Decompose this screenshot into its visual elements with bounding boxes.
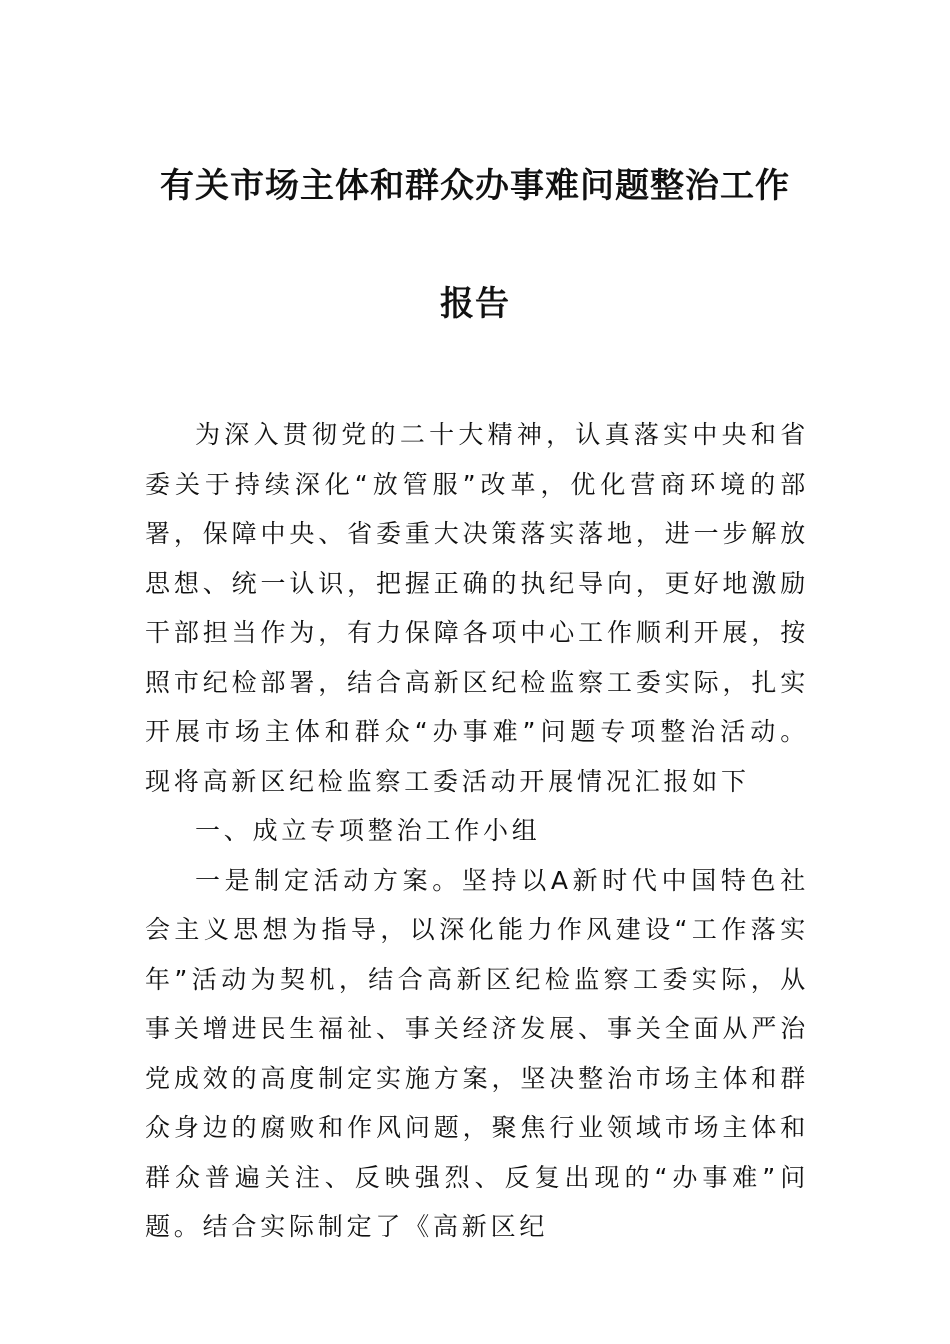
intro-paragraph: 为深入贯彻党的二十大精神，认真落实中央和省委关于持续深化“放管服”改革，优化营商环境的部署，保障中央、省委重大决策落实落地，进一步解放思想、统一认识，把握正确的执纪导向，更好地激励干部担当作为，有力保障各项中心工作顺利开展，按照市纪检部署，结合高新区纪检监察工委实际，扎实开展市场主体和群众“办事难”问题专项整治活动。现将高新区纪检监察工委活动开展情况汇报如下 xyxy=(145,420,809,796)
section-heading-1: 一、成立专项整治工作小组 xyxy=(195,816,541,845)
body-paragraph-1: 一是制定活动方案。坚持以A新时代中国特色社会主义思想为指导，以深化能力作风建设“工作落实年”活动为契机，结合高新区纪检监察工委实际，从事关增进民生福祉、事关经济发展、事关全面从严治党成效的高度制定实施方案，坚决整治市场主体和群众身边的腐败和作风问题，聚焦行业领域市场主体和群众普遍关注、反映强烈、反复出现的“办事难”问题。结合实际制定了《高新区纪 xyxy=(145,865,809,1241)
document-title-line1: 有关市场主体和群众办事难问题整治工作 xyxy=(160,166,790,206)
document-title-line2: 报告 xyxy=(440,284,510,324)
document-body xyxy=(145,410,809,1252)
